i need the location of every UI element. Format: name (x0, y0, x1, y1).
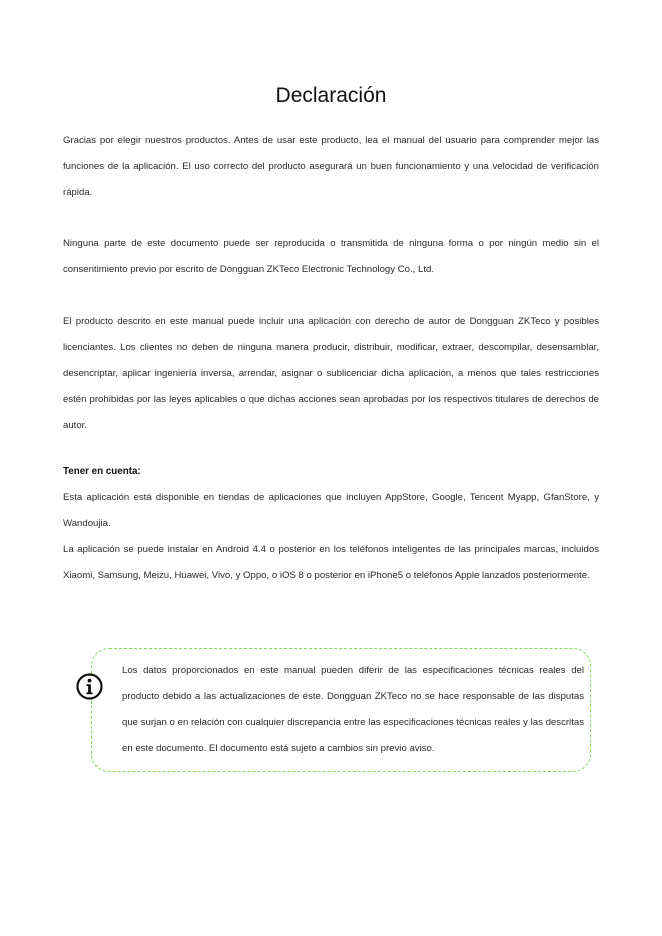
page-title: Declaración (275, 84, 387, 107)
note-heading: Tener en cuenta: (63, 466, 141, 477)
note-availability: Esta aplicación está disponible en tiendas de aplicaciones que incluyen AppStore, Google, Tencent Myapp, GfanStore, y Wandoujia. (63, 492, 599, 529)
note-compatibility: La aplicación se puede instalar en Android 4.4 o posterior en los teléfonos inteligentes de las principales marcas, incluidos Xiaomi, Samsung, Meizu, Huawei, Vivo, y Oppo, o iOS 8 o posterior en iPhone5 o teléfonos Apple lanzados posteriormente. (63, 544, 599, 581)
paragraph-copyright: Ninguna parte de este documento puede ser reproducida o transmitida de ninguna forma o por ningún medio sin el consentimiento previo por escrito de Dongguan ZKTeco Electronic Technology Co., Ltd. (63, 238, 599, 275)
info-icon (76, 673, 103, 700)
paragraph-license: El producto descrito en este manual puede incluir una aplicación con derecho de autor de Dongguan ZKTeco y posibles licenciantes. Los clientes no deben de ninguna manera producir, distribuir, modificar, extraer, descompilar, desensamblar, desencriptar, aplicar ingeniería inversa, arrendar, asignar o sublicenciar dicha aplicación, a menos que tales restricciones estén prohibidas por las leyes aplicables o que dichas acciones sean aprobadas por los respectivos titulares de derechos de autor. (63, 316, 599, 431)
notice-text: Los datos proporcionados en este manual pueden diferir de las especificaciones técnicas reales del producto debido a las actualizaciones de éste. Dongguan ZKTeco no se hace responsable de las disputas que surjan o en relación con cualquier discrepancia entre las especificaciones técnicas reales y las descritas en este documento. El documento está sujeto a cambios sin previo aviso. (122, 665, 584, 754)
paragraph-intro: Gracias por elegir nuestros productos. Antes de usar este producto, lea el manual del usuario para comprender mejor las funciones de la aplicación. El uso correcto del producto asegurará un buen funcionamiento y una velocidad de verificación rápida. (63, 135, 599, 198)
